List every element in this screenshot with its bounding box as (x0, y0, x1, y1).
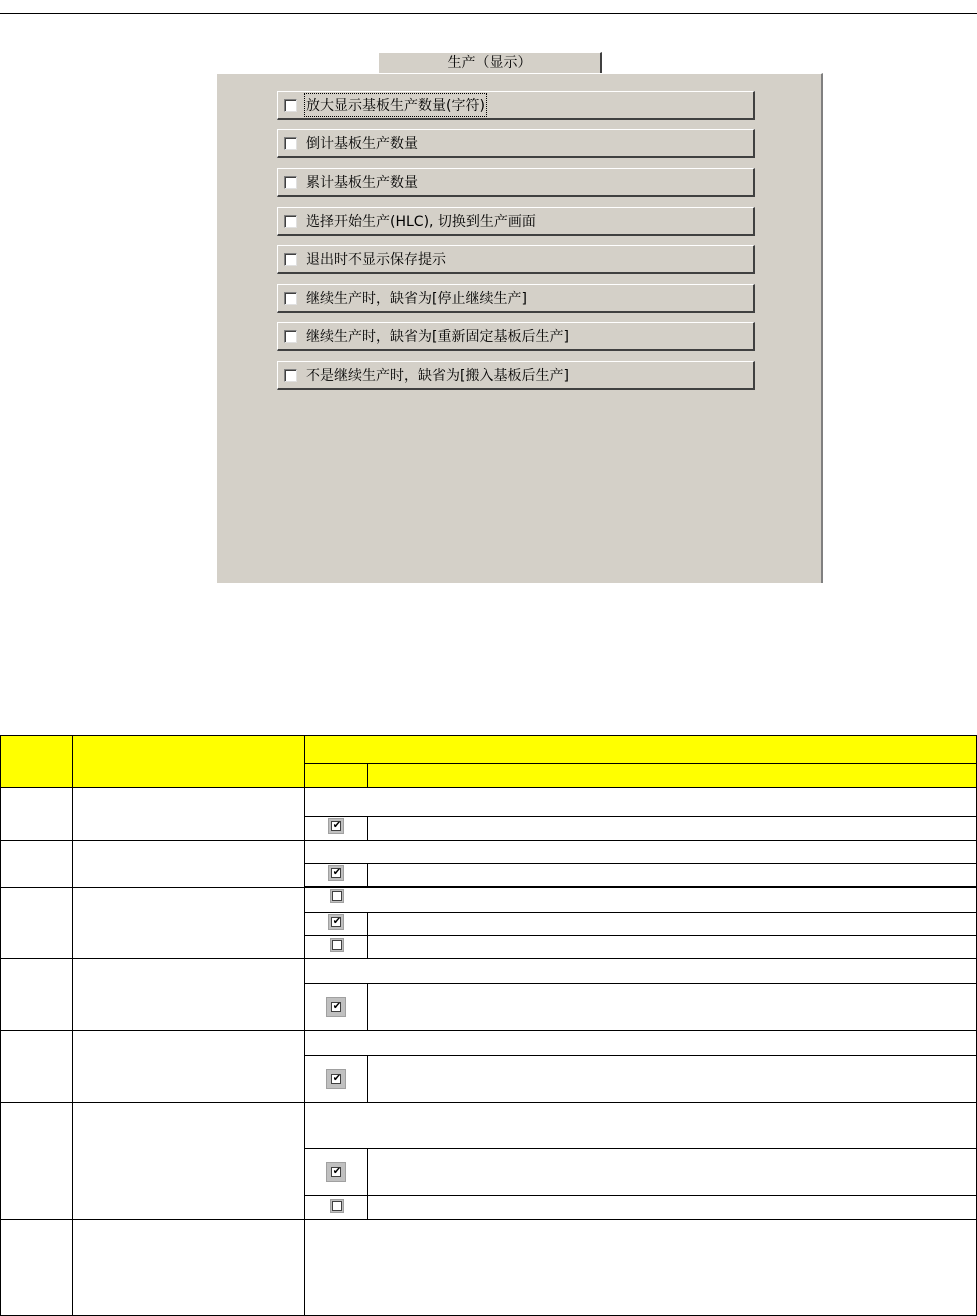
col-line (367, 816, 368, 840)
col-line (72, 735, 73, 1316)
option-enlarge-count[interactable] (277, 91, 755, 120)
row-line (304, 863, 977, 864)
row-line (0, 958, 977, 959)
col-line (367, 863, 368, 887)
option-label: 倒计基板生产数量 (306, 136, 418, 152)
col-line (0, 735, 1, 1316)
settings-table (0, 735, 977, 1316)
header-bottom (0, 787, 977, 788)
row-line (0, 840, 977, 841)
option-countdown[interactable] (277, 129, 755, 158)
unchecked-checkbox-icon (330, 1199, 344, 1213)
checkbox-icon[interactable] (284, 99, 297, 112)
col-line (367, 763, 368, 787)
row-line (304, 912, 977, 913)
row-line (304, 983, 977, 984)
option-label: 继续生产时，缺省为[停止继续生产] (306, 291, 527, 307)
table-border-top (0, 735, 977, 736)
options-panel (216, 73, 823, 583)
checked-checkbox-icon: ✔ (326, 997, 346, 1017)
option-switch-to-production[interactable] (277, 207, 755, 236)
checked-checkbox-icon: ✔ (326, 1069, 346, 1089)
row-line (0, 1030, 977, 1031)
option-label: 放大显示基板生产数量(字符) (306, 95, 485, 115)
tab-production-display[interactable]: 生产（显示） (378, 52, 602, 74)
col-line (367, 912, 368, 958)
row-line (304, 1195, 977, 1196)
row-line (0, 1102, 977, 1103)
checkbox-icon[interactable] (284, 292, 297, 305)
option-cumulative[interactable] (277, 168, 755, 197)
checked-checkbox-icon: ✔ (328, 865, 344, 881)
col-line (367, 1055, 368, 1102)
table-header (0, 735, 977, 787)
option-label: 不是继续生产时，缺省为[搬入基板后生产] (306, 368, 569, 384)
checked-checkbox-icon: ✔ (328, 914, 344, 930)
row-line (304, 935, 977, 936)
unchecked-checkbox-icon (330, 938, 344, 952)
col-line (304, 735, 305, 1316)
row-line (304, 1148, 977, 1149)
checkbox-icon[interactable] (284, 369, 297, 382)
checkbox-icon[interactable] (284, 137, 297, 150)
page-top-rule (0, 13, 977, 14)
option-default-stop[interactable] (277, 284, 755, 313)
col-line (367, 1148, 368, 1219)
header-subline (304, 763, 977, 764)
option-default-load[interactable] (277, 361, 755, 390)
row-line (0, 887, 977, 888)
option-label: 退出时不显示保存提示 (306, 252, 446, 268)
unchecked-checkbox-icon (330, 889, 344, 903)
checkbox-icon[interactable] (284, 330, 297, 343)
checkbox-icon[interactable] (284, 253, 297, 266)
col-line (367, 983, 368, 1030)
checkbox-icon[interactable] (284, 176, 297, 189)
row-line (304, 816, 977, 817)
option-default-refix[interactable] (277, 322, 755, 351)
checked-checkbox-icon: ✔ (326, 1162, 346, 1182)
option-label: 累计基板生产数量 (306, 175, 418, 191)
checked-checkbox-icon: ✔ (328, 818, 344, 834)
row-line (304, 1055, 977, 1056)
option-label: 选择开始生产(HLC), 切换到生产画面 (306, 214, 536, 230)
checkbox-icon[interactable] (284, 215, 297, 228)
option-no-save-prompt[interactable] (277, 245, 755, 274)
row-line (0, 1219, 977, 1220)
option-label: 继续生产时，缺省为[重新固定基板后生产] (306, 329, 569, 345)
